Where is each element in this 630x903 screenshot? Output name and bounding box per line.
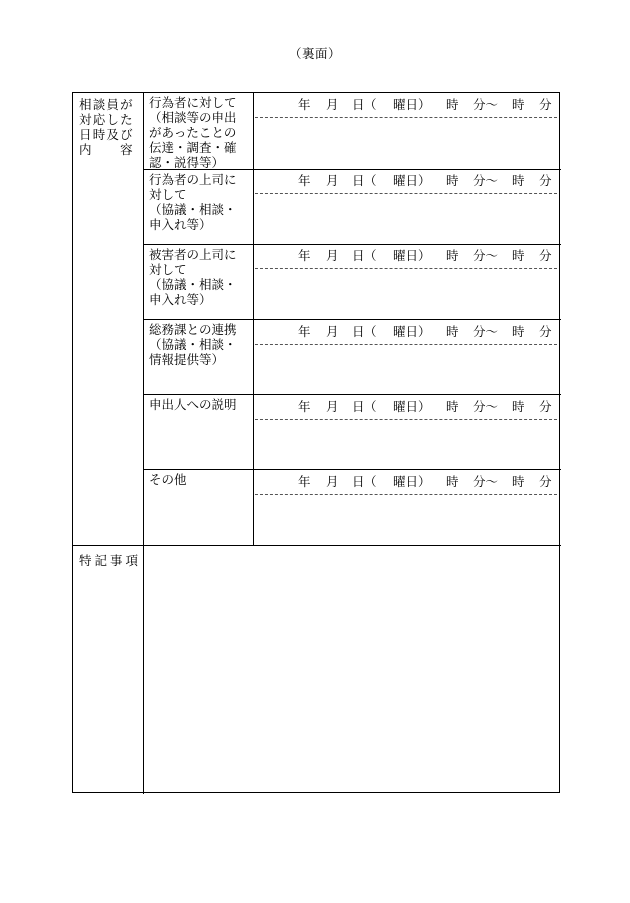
weekday-unit: 曜日） [393,324,431,339]
day-unit: 日 [352,474,365,489]
consultation-form [72,92,560,793]
response-datetime-content-label: 相談員が 対応した 日時及び 内 容 [79,97,134,157]
weekday-unit: 曜日） [393,97,431,112]
row-label-general-affairs: 総務課との連携 （協議・相談・ 情報提供等） [149,322,237,367]
hour-unit-2: 時 [512,173,525,188]
minute-range-unit: 分～ [473,248,499,263]
row-label-other: その他 [149,472,187,487]
hour-unit: 時 [446,399,459,414]
hour-unit-2: 時 [512,474,525,489]
hour-unit: 時 [446,474,459,489]
hour-unit: 時 [446,97,459,112]
day-unit: 日 [352,248,365,263]
date-dashed-line [255,344,557,345]
month-unit: 月 [326,399,339,414]
year-unit: 年 [298,324,311,339]
paren-open: （ [364,248,377,263]
date-time-line [255,399,555,415]
paren-open: （ [364,324,377,339]
weekday-unit: 曜日） [393,399,431,414]
year-unit: 年 [298,248,311,263]
paren-open: （ [364,173,377,188]
row-label-perpetrator-supervisor: 行為者の上司に 対して （協議・相談・ 申入れ等） [149,172,237,232]
row-label-perpetrator: 行為者に対して （相談等の申出 があったことの 伝達・調査・確 認・説得等） [149,95,237,170]
paren-open: （ [364,474,377,489]
special-notes-label: 特記事項 [79,553,142,568]
hour-unit: 時 [446,324,459,339]
weekday-unit: 曜日） [393,248,431,263]
hour-unit-2: 時 [512,324,525,339]
row-label-victim-supervisor: 被害者の上司に 対して （協議・相談・ 申入れ等） [149,247,237,307]
row-label-applicant-explanation: 申出人への説明 [149,397,237,412]
notes-divider [73,545,561,546]
month-unit: 月 [326,173,339,188]
minute-unit: 分 [539,474,552,489]
hour-unit-2: 時 [512,399,525,414]
day-unit: 日 [352,173,365,188]
row-divider [143,394,561,395]
month-unit: 月 [326,97,339,112]
minute-range-unit: 分～ [473,474,499,489]
page-title: （裏面） [288,46,341,61]
month-unit: 月 [326,248,339,263]
hour-unit-2: 時 [512,97,525,112]
weekday-unit: 曜日） [393,173,431,188]
date-dashed-line [255,419,557,420]
year-unit: 年 [298,97,311,112]
minute-unit: 分 [539,248,552,263]
date-time-line [255,173,555,189]
date-dashed-line [255,268,557,269]
year-unit: 年 [298,173,311,188]
minute-unit: 分 [539,399,552,414]
weekday-unit: 曜日） [393,474,431,489]
month-unit: 月 [326,474,339,489]
row-divider [143,319,561,320]
date-time-line [255,97,555,113]
year-unit: 年 [298,474,311,489]
paren-open: （ [364,399,377,414]
row-divider [143,244,561,245]
minute-unit: 分 [539,173,552,188]
day-unit: 日 [352,399,365,414]
date-dashed-line [255,193,557,194]
minute-range-unit: 分～ [473,399,499,414]
year-unit: 年 [298,399,311,414]
date-time-line [255,324,555,340]
date-dashed-line [255,117,557,118]
minute-range-unit: 分～ [473,173,499,188]
paren-open: （ [364,97,377,112]
date-dashed-line [255,494,557,495]
month-unit: 月 [326,324,339,339]
hour-unit: 時 [446,173,459,188]
date-time-line [255,248,555,264]
left-column-divider [143,93,144,794]
row-divider [143,469,561,470]
date-time-line [255,474,555,490]
day-unit: 日 [352,97,365,112]
minute-unit: 分 [539,97,552,112]
minute-range-unit: 分～ [473,324,499,339]
hour-unit-2: 時 [512,248,525,263]
minute-range-unit: 分～ [473,97,499,112]
day-unit: 日 [352,324,365,339]
minute-unit: 分 [539,324,552,339]
hour-unit: 時 [446,248,459,263]
